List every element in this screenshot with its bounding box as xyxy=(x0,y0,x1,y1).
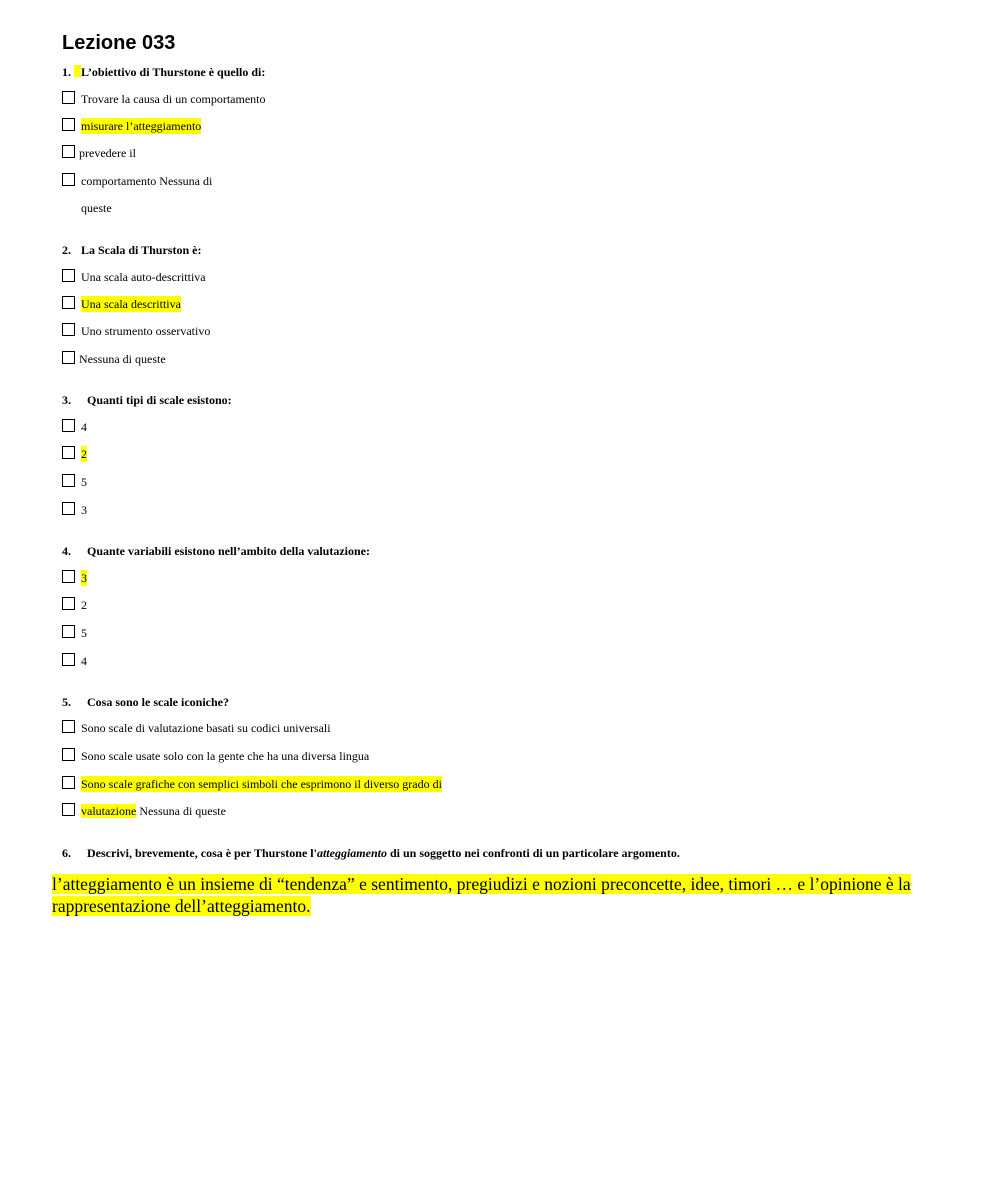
checkbox[interactable] xyxy=(62,502,75,515)
option-label: 3 xyxy=(81,503,87,517)
question-1-heading xyxy=(62,64,265,80)
checkbox[interactable] xyxy=(62,653,75,666)
checkbox[interactable] xyxy=(62,351,75,364)
open-answer xyxy=(52,873,968,917)
checkbox[interactable] xyxy=(62,91,75,104)
option-label: Sono scale di valutazione basati su codici universali xyxy=(81,721,331,735)
checkbox[interactable] xyxy=(62,597,75,610)
checkbox[interactable] xyxy=(62,145,75,158)
option-label: 2 xyxy=(81,598,87,612)
option-label-highlighted: Sono scale grafiche con semplici simboli che esprimono il diverso grado di xyxy=(81,777,442,791)
option-label: Una scala auto-descrittiva xyxy=(81,270,206,284)
option-label: 4 xyxy=(81,654,87,668)
checkbox[interactable] xyxy=(62,173,75,186)
option-label: Sono scale usate solo con la gente che ha una diversa lingua xyxy=(81,749,370,763)
checkbox[interactable] xyxy=(62,118,75,131)
option-label: Uno strumento osservativo xyxy=(81,324,211,338)
question-6-number: 6. xyxy=(62,846,71,860)
option-label-highlighted: Una scala descrittiva xyxy=(81,297,181,311)
checkbox[interactable] xyxy=(62,625,75,638)
checkbox[interactable] xyxy=(62,803,75,816)
option-label: 5 xyxy=(81,626,87,640)
question-2-text: La Scala di Thurston è: xyxy=(81,243,202,257)
question-6-heading xyxy=(62,845,680,861)
option-label-highlighted: valutazione xyxy=(81,804,137,818)
option-label xyxy=(81,803,226,819)
checkbox[interactable] xyxy=(62,446,75,459)
option-label-highlighted: 2 xyxy=(81,447,87,461)
option-label: comportamento Nessuna di xyxy=(81,174,213,188)
question-1-number: 1. xyxy=(62,64,81,80)
page-title: Lezione 033 xyxy=(62,32,176,54)
question-4-number: 4. xyxy=(62,544,71,558)
checkbox[interactable] xyxy=(62,570,75,583)
checkbox[interactable] xyxy=(62,296,75,309)
question-3-number: 3. xyxy=(62,393,71,407)
option-label: Trovare la causa di un comportamento xyxy=(81,92,266,106)
question-1-option-continuation: queste xyxy=(81,201,112,215)
option-label-highlighted: 3 xyxy=(81,571,87,585)
checkbox[interactable] xyxy=(62,720,75,733)
question-4-heading xyxy=(62,543,370,559)
option-label-highlighted: misurare l’atteggiamento xyxy=(81,119,202,133)
checkbox[interactable] xyxy=(62,323,75,336)
question-6-italic-term: atteggiamento xyxy=(316,846,387,860)
question-2-heading xyxy=(62,242,201,258)
question-1-text: L’obiettivo di Thurstone è quello di: xyxy=(81,65,266,79)
question-4-text: Quante variabili esistono nell’ambito della valutazione: xyxy=(87,544,371,558)
question-2-number: 2. xyxy=(62,243,71,257)
question-5-text: Cosa sono le scale iconiche? xyxy=(87,695,229,709)
question-3-heading xyxy=(62,392,232,408)
option-label-rest: Nessuna di queste xyxy=(136,804,226,818)
option-label: 5 xyxy=(81,475,87,489)
checkbox[interactable] xyxy=(62,748,75,761)
question-6-text: Descrivi, brevemente, cosa è per Thurstone l'atteggiamento di un soggetto nei confronti di un particolare argomento. xyxy=(87,846,680,860)
checkbox[interactable] xyxy=(62,419,75,432)
checkbox[interactable] xyxy=(62,474,75,487)
option-label: prevedere il xyxy=(79,146,136,160)
question-3-text: Quanti tipi di scale esistono: xyxy=(87,393,232,407)
checkbox[interactable] xyxy=(62,269,75,282)
question-5-number: 5. xyxy=(62,695,71,709)
question-5-heading xyxy=(62,694,229,710)
open-answer-text: l’atteggiamento è un insieme di “tendenza” e sentimento, pregiudizi e nozioni preconcette, idee, timori … e l’opinione è la rappresentazione dell’atteggiamento. xyxy=(52,874,911,916)
option-label: 4 xyxy=(81,420,87,434)
checkbox[interactable] xyxy=(62,776,75,789)
option-label: Nessuna di queste xyxy=(79,352,166,366)
